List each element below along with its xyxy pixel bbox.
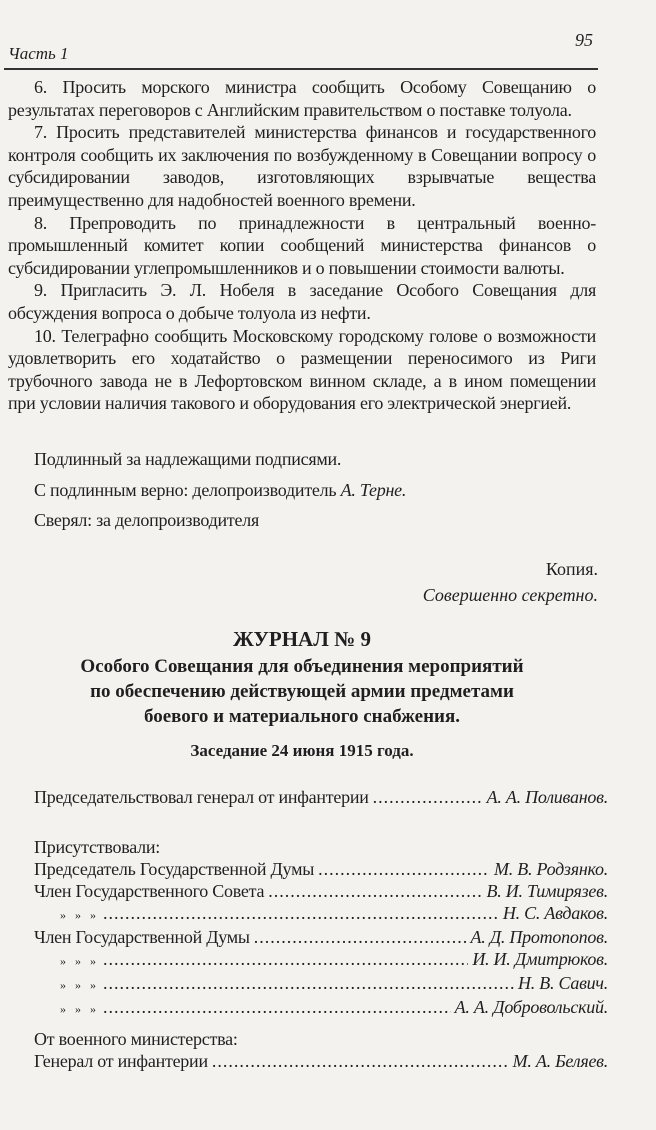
attendee-role: Член Государственной Думы [34,927,250,947]
chair-name: А. А. Поливанов. [486,787,608,807]
attendee-name: А. А. Добровольский. [454,997,608,1017]
attendee-name: А. Д. Протопопов. [470,927,608,947]
attendee-row [34,972,608,996]
leader-dots [254,926,467,948]
attendee-row [34,926,608,948]
attendee-name: В. И. Тимирязев. [486,881,608,901]
ditto-mark: » » » [60,908,99,922]
certified-name: А. Терне. [340,480,407,500]
original-signed-note: Подлинный за надлежащими подписями. [34,449,342,469]
attendee-name: Н. В. Савич. [517,973,608,993]
attendee-row [34,902,608,926]
attendee-name: И. И. Дмитрюков. [472,949,608,969]
chair-label: Председательствовал генерал от инфантерии [34,787,369,807]
leader-dots [318,858,490,880]
leader-dots [212,1050,509,1072]
leader-dots [103,972,514,994]
session-date: Заседание 24 июня 1915 года. [190,741,414,760]
attendee-row [34,996,608,1020]
attendee-name: М. А. Беляев. [512,1051,608,1071]
leader-dots [103,902,499,924]
page-number: 95 [575,30,593,50]
attendee-row [34,880,608,902]
certified-prefix: С подлинным верно: делопроизводитель [34,480,337,500]
paragraph: 10. Телеграфно сообщить Московскому городскому голове о возможности удовлетворить его ходатайство о размещении переносимого из Риги трубочного завода не в Лефортовском винном складе, а в ином помещении при условии наличия такового и оборудования его электрической энергией. [8,325,596,414]
checked-line: Сверял: за делопроизводителя [34,510,260,530]
attendee-row [34,858,608,880]
journal-subtitle [8,654,596,729]
present-heading: Присутствовали: [34,837,160,857]
leader-dots [268,880,482,902]
subtitle-line: боевого и материального снабжения. [143,706,461,727]
attendee-role: Генерал от инфантерии [34,1051,208,1071]
paragraph: 7. Просить представителей министерства финансов и государственного контроля сообщить их заключения по возбужденному в Совещании вопросу о субсидировании заводов, изготовляющих взрывчатые вещества преимущественно для надобностей военного времени. [8,122,596,210]
attendee-name: М. В. Родзянко. [493,859,608,879]
attendee-row [34,948,608,972]
ditto-mark: » » » [60,1002,99,1016]
subtitle-line: по обеспечению действующей армии предметами [90,681,514,702]
paragraph: 6. Просить морского министра сообщить Особому Совещанию о результатах переговоров с Английским правительством о поставке толуола. [8,77,596,120]
journal-title: ЖУРНАЛ № 9 [233,627,371,651]
chair-row [34,786,608,808]
leader-dots [103,948,468,970]
attendance-list [34,786,608,1072]
ditto-mark: » » » [60,954,99,968]
paragraph: 8. Препроводить по принадлежности в центральный военно-промышленный комитет копии сообщений министерства финансов о субсидировании углепромышленников и о повышении стоимости валюты. [8,212,596,278]
military-heading: От военного министерства: [34,1029,238,1049]
header-rule [4,68,598,70]
attendee-row [34,1050,608,1072]
leader-dots [103,996,451,1018]
certified-line [34,480,406,501]
running-header-section: Часть 1 [8,44,69,63]
leader-dots [373,786,483,808]
attendee-name: Н. С. Авдаков. [502,903,608,923]
attendee-role: Председатель Государственной Думы [34,859,315,879]
ditto-mark: » » » [60,978,99,992]
resolution-paragraphs [8,76,596,415]
attendee-role: Член Государственного Совета [34,881,265,901]
secret-mark: Совершенно секретно. [422,585,598,605]
copy-mark: Копия. [545,559,598,579]
paragraph: 9. Пригласить Э. Л. Нобеля в заседание Особого Совещания для обсуждения вопроса о добыче толуола из нефти. [8,280,596,323]
subtitle-line: Особого Совещания для объединения мероприятий [80,656,524,677]
